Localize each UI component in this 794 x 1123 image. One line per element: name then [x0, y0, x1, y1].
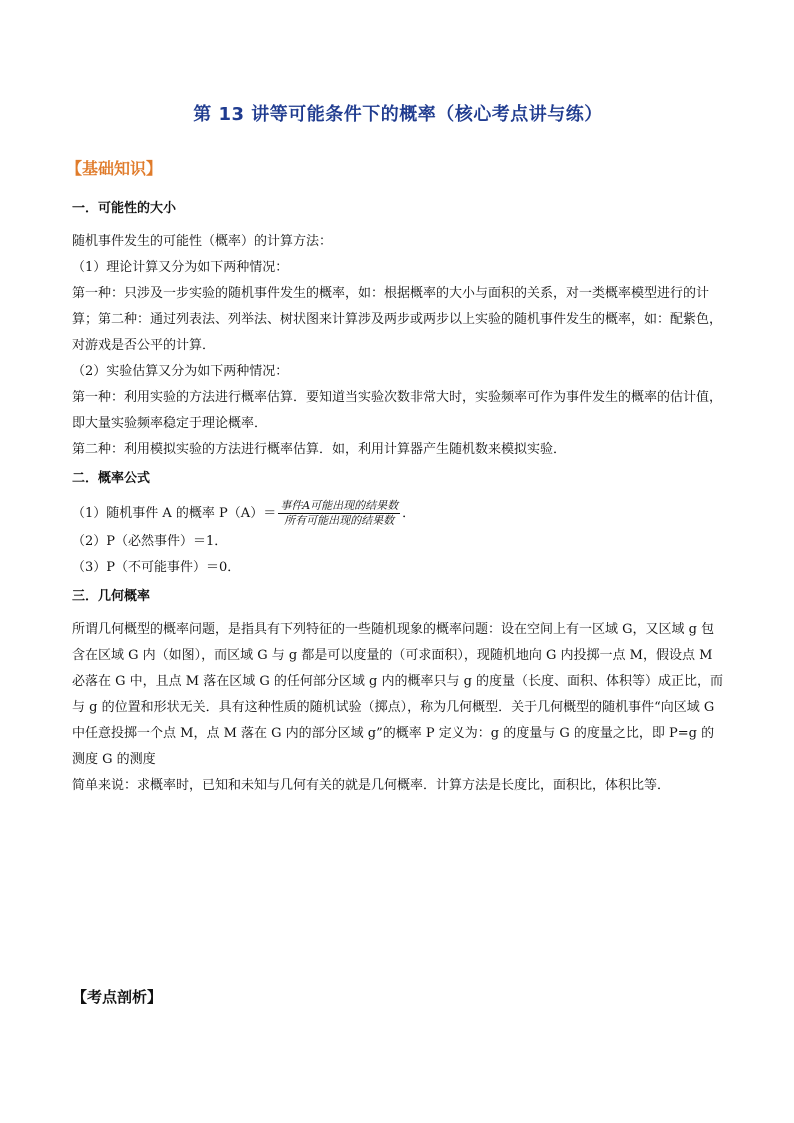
- paragraph-experiment-case1: 第一种：利用实验的方法进行概率估算．要知道当实验次数非常大时，实验频率可作为事件发生的概率的估计值，即大量实验频率稳定于理论概率．: [72, 390, 723, 431]
- section-analysis: 【考点剖析】: [72, 988, 163, 1006]
- document-page: [66, 100, 724, 799]
- formula-numerator: 事件A可能出现的结果数: [280, 499, 399, 512]
- formula-probability: [72, 499, 724, 529]
- section-basic-knowledge: 【基础知识】: [66, 159, 163, 178]
- formula-prefix: （1）随机事件 A 的概率 P（A）＝: [72, 506, 277, 521]
- page-title: 第 13 讲等可能条件下的概率（核心考点讲与练）: [193, 104, 603, 125]
- formula-certain-event: （2）P（必然事件）＝1．: [72, 534, 228, 549]
- paragraph-theory: （1）理论计算又分为如下两种情况：: [72, 260, 289, 275]
- heading-geometric-probability: 三．几何概率: [72, 589, 151, 604]
- paragraph-experiment: （2）实验估算又分为如下两种情况：: [72, 364, 289, 379]
- paragraph-geometric-summary: 简单来说：求概率时，已知和未知与几何有关的就是几何概率．计算方法是长度比，面积比，体积比等．: [72, 778, 671, 793]
- formula-denominator: 所有可能出现的结果数: [284, 514, 395, 527]
- heading-possibility: 一．可能性的大小: [72, 201, 177, 216]
- paragraph-theory-cases: 第一种：只涉及一步实验的随机事件发生的概率，如：根据概率的大小与面积的关系，对一类概率模型进行的计算；第二种：通过列表法、列举法、树状图来计算涉及两步或两步以上实验的随机事件发生的概率，如：配紫色，对游戏是否公平的计算．: [72, 286, 723, 353]
- formula-impossible-event: （3）P（不可能事件）＝0．: [72, 560, 241, 575]
- paragraph-geometric-definition: 所谓几何概型的概率问题，是指具有下列特征的一些随机现象的概率问题：设在空间上有一区域 G，又区域 g 包含在区域 G 内（如图），而区域 G 与 g 都是可以度量的（可求面积），现随机地向 G 内投掷一点 M，假设点 M 必落在 G 中，且点 M 落在区域 G 的任何部分区域 g 内的概率只与 g 的度量（长度、面积、体积等）成正比，而与 g 的位置和形状无关．具有这种性质的随机试验（掷点），称为几何概型．关于几何概型的随机事件“向区域 G 中任意投掷一个点 M，点 M 落在 G 内的部分区域 g”的概率 P 定义为：g 的度量与 G 的度量之比，即 P=g 的测度 G 的测度: [72, 622, 724, 767]
- paragraph-intro: 随机事件发生的可能性（概率）的计算方法：: [72, 234, 333, 249]
- heading-probability-formula: 二．概率公式: [72, 471, 151, 486]
- formula-fraction: [278, 499, 400, 528]
- formula-suffix: ．: [402, 506, 416, 521]
- paragraph-experiment-case2: 第二种：利用模拟实验的方法进行概率估算．如，利用计算器产生随机数来模拟实验．: [72, 442, 567, 457]
